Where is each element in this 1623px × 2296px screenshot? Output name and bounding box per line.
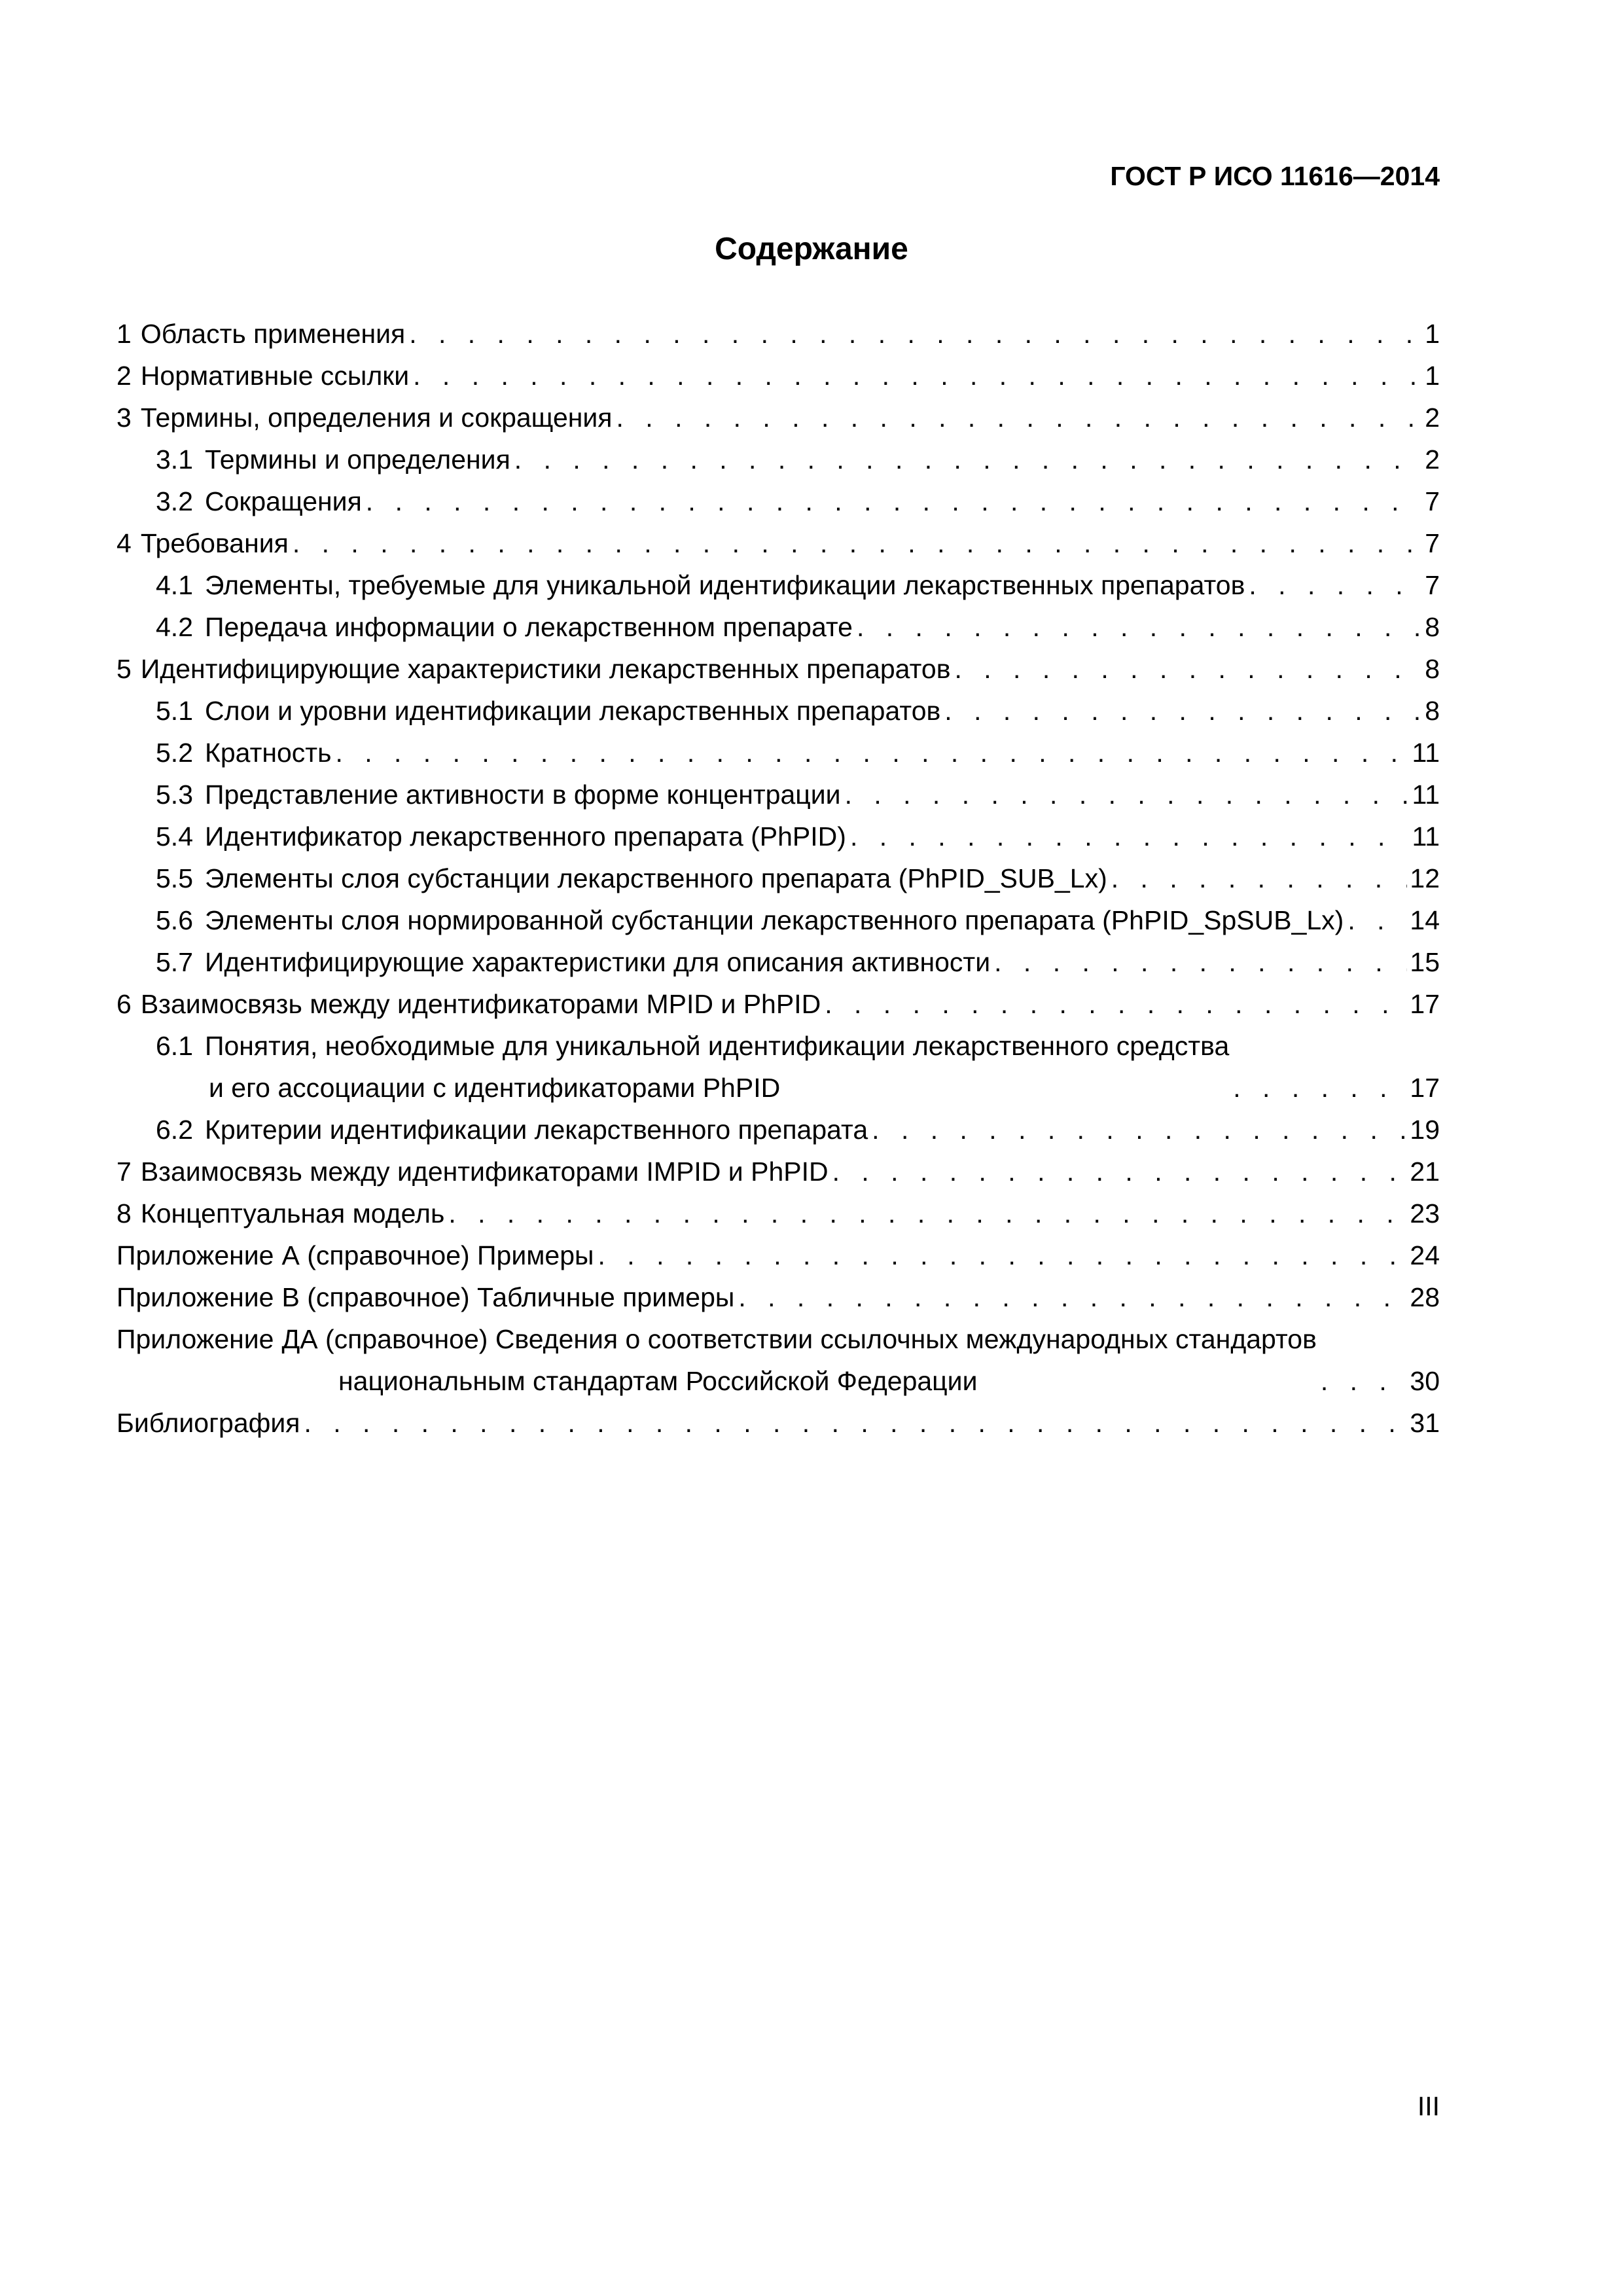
toc-entry-page: 15 — [1407, 941, 1440, 983]
toc-entry[interactable] — [116, 857, 1440, 899]
toc-entry-title: Термины и определения — [205, 444, 510, 475]
toc-entry-page: 8 — [1422, 606, 1440, 648]
toc-entry[interactable] — [116, 983, 1440, 1025]
toc-entry-title: Представление активности в форме концентрации — [205, 780, 841, 810]
toc-entry-number: 4.1 — [156, 570, 193, 600]
dot-leader — [616, 397, 1423, 439]
toc-entry-title: Кратность — [205, 738, 332, 768]
toc-entry-number: 5 — [116, 654, 132, 684]
appendix-title: А (справочное) Примеры — [281, 1240, 594, 1270]
toc-entry-page: 11 — [1409, 816, 1440, 857]
toc-entry-number: 5.3 — [156, 780, 193, 810]
toc-entry-page: 17 — [1407, 983, 1440, 1025]
toc-entry-page: 2 — [1422, 439, 1440, 480]
dot-leader — [994, 941, 1407, 983]
dot-leader — [1111, 857, 1408, 899]
toc-entry-number: 5.4 — [156, 821, 193, 852]
toc-entry-page: 8 — [1422, 648, 1440, 690]
toc-entry[interactable] — [116, 564, 1440, 606]
toc-entry-title: Передача информации о лекарственном препарате — [205, 612, 853, 642]
toc-entry-number: 4.2 — [156, 612, 193, 642]
dot-leader — [335, 732, 1409, 774]
appendix-title-continued: национальным стандартам Российской Федерации — [338, 1366, 978, 1396]
document-header: ГОСТ Р ИСО 11616—2014 — [1110, 161, 1440, 191]
page-number: III — [1417, 2091, 1440, 2121]
toc-entry-number: 4 — [116, 528, 132, 558]
appendix-title: В (справочное) Табличные примеры — [281, 1282, 735, 1312]
toc-entry-page: 31 — [1407, 1402, 1440, 1444]
toc-entry-page: 24 — [1407, 1234, 1440, 1276]
appendix-title: ДА (справочное) Сведения о соответствии ссылочных международных стандартов — [281, 1324, 1317, 1354]
toc-entry-title: Сокращения — [205, 486, 362, 516]
toc-bibliography-entry[interactable] — [116, 1402, 1440, 1444]
dot-leader — [366, 480, 1422, 522]
table-of-contents — [116, 313, 1440, 1444]
toc-entry-page: 7 — [1422, 480, 1440, 522]
dot-leader — [293, 522, 1422, 564]
dot-leader — [944, 690, 1422, 732]
toc-appendix-entry[interactable] — [116, 1276, 1440, 1318]
toc-entry-page: 1 — [1422, 313, 1440, 355]
dot-leader — [1233, 1067, 1407, 1109]
toc-entry-number: 6.1 — [156, 1031, 193, 1061]
toc-entry-title-continued: и его ассоциации с идентификаторами PhPID — [209, 1073, 781, 1103]
toc-entry-page: 30 — [1407, 1360, 1440, 1402]
dot-leader — [825, 983, 1407, 1025]
toc-entry[interactable] — [116, 480, 1440, 522]
toc-entry-number: 5.2 — [156, 738, 193, 768]
toc-entry-title: Идентификатор лекарственного препарата (PhPID) — [205, 821, 846, 852]
toc-entry-number: 5.7 — [156, 947, 193, 977]
toc-entry[interactable] — [116, 606, 1440, 648]
toc-entry-page: 28 — [1407, 1276, 1440, 1318]
dot-leader — [954, 648, 1422, 690]
toc-entry[interactable] — [116, 1109, 1440, 1151]
toc-entry-title: Понятия, необходимые для уникальной идентификации лекарственного средства — [205, 1031, 1230, 1061]
toc-entry-page: 11 — [1409, 774, 1440, 816]
toc-entry-number: 5.1 — [156, 696, 193, 726]
toc-entry-page: 14 — [1407, 899, 1440, 941]
toc-entry-number: 1 — [116, 319, 132, 349]
toc-entry-number: 5.6 — [156, 905, 193, 935]
toc-entry-title: Область применения — [140, 319, 406, 349]
dot-leader — [514, 439, 1422, 480]
dot-leader — [738, 1276, 1407, 1318]
dot-leader — [413, 355, 1422, 397]
bibliography-title: Библиография — [116, 1408, 300, 1438]
toc-entry[interactable] — [116, 941, 1440, 983]
toc-entry[interactable] — [116, 816, 1440, 857]
dot-leader — [1347, 899, 1407, 941]
dot-leader — [1249, 564, 1422, 606]
toc-entry[interactable] — [116, 1193, 1440, 1234]
toc-entry-title: Требования — [140, 528, 289, 558]
toc-entry-page: 17 — [1407, 1067, 1440, 1109]
toc-entry[interactable] — [116, 439, 1440, 480]
dot-leader — [850, 816, 1410, 857]
toc-entry-page: 21 — [1407, 1151, 1440, 1193]
dot-leader — [832, 1151, 1408, 1193]
toc-entry-page: 7 — [1422, 522, 1440, 564]
toc-entry-number: 3.1 — [156, 444, 193, 475]
toc-entry[interactable] — [116, 690, 1440, 732]
dot-leader — [409, 313, 1422, 355]
toc-entry[interactable] — [116, 648, 1440, 690]
toc-entry[interactable] — [116, 899, 1440, 941]
toc-entry-number: 3 — [116, 403, 132, 433]
toc-entry[interactable] — [116, 732, 1440, 774]
toc-entry-title: Идентифицирующие характеристики лекарственных препаратов — [140, 654, 951, 684]
appendix-label: Приложение — [116, 1282, 274, 1312]
toc-entry-title: Нормативные ссылки — [140, 361, 410, 391]
toc-entry-page: 7 — [1422, 564, 1440, 606]
toc-entry-number: 2 — [116, 361, 132, 391]
toc-entry-number: 8 — [116, 1198, 132, 1229]
appendix-label: Приложение — [116, 1240, 274, 1270]
toc-appendix-entry[interactable] — [116, 1318, 1440, 1402]
toc-entry-page: 2 — [1422, 397, 1440, 439]
toc-entry-page: 12 — [1407, 857, 1440, 899]
toc-entry-page: 19 — [1407, 1109, 1440, 1151]
toc-entry-title: Термины, определения и сокращения — [140, 403, 613, 433]
toc-entry-title: Элементы, требуемые для уникальной идентификации лекарственных препаратов — [205, 570, 1245, 600]
toc-entry-title: Элементы слоя субстанции лекарственного препарата (PhPID_SUB_Lx) — [205, 863, 1107, 893]
toc-entry-title: Слои и уровни идентификации лекарственных препаратов — [205, 696, 941, 726]
toc-entry-number: 7 — [116, 1157, 132, 1187]
toc-appendix-entry[interactable] — [116, 1234, 1440, 1276]
page-title: Содержание — [715, 232, 908, 266]
toc-entry[interactable] — [116, 774, 1440, 816]
dot-leader — [857, 606, 1422, 648]
toc-entry[interactable] — [116, 313, 1440, 355]
dot-leader — [304, 1402, 1407, 1444]
dot-leader — [872, 1109, 1407, 1151]
toc-entry-title: Элементы слоя нормированной субстанции лекарственного препарата (PhPID_SpSUB_Lx) — [205, 905, 1344, 935]
dot-leader — [598, 1234, 1408, 1276]
dot-leader — [1321, 1360, 1408, 1402]
toc-entry-title: Критерии идентификации лекарственного препарата — [205, 1115, 868, 1145]
toc-entry-title: Взаимосвязь между идентификаторами IMPID и PhPID — [140, 1157, 829, 1187]
toc-entry[interactable] — [116, 522, 1440, 564]
toc-entry-title: Идентифицирующие характеристики для описания активности — [205, 947, 991, 977]
toc-entry-number: 6 — [116, 989, 132, 1019]
toc-entry[interactable] — [116, 1025, 1440, 1109]
dot-leader — [448, 1193, 1407, 1234]
toc-entry-number: 3.2 — [156, 486, 193, 516]
toc-entry-page: 23 — [1407, 1193, 1440, 1234]
toc-entry-title: Взаимосвязь между идентификаторами MPID и PhPID — [140, 989, 821, 1019]
toc-entry[interactable] — [116, 397, 1440, 439]
toc-entry[interactable] — [116, 355, 1440, 397]
toc-entry-page: 11 — [1409, 732, 1440, 774]
toc-entry-title: Концептуальная модель — [140, 1198, 445, 1229]
toc-entry-number: 5.5 — [156, 863, 193, 893]
dot-leader — [845, 774, 1410, 816]
toc-entry-page: 8 — [1422, 690, 1440, 732]
toc-entry[interactable] — [116, 1151, 1440, 1193]
toc-entry-page: 1 — [1422, 355, 1440, 397]
toc-entry-number: 6.2 — [156, 1115, 193, 1145]
appendix-label: Приложение — [116, 1324, 274, 1354]
